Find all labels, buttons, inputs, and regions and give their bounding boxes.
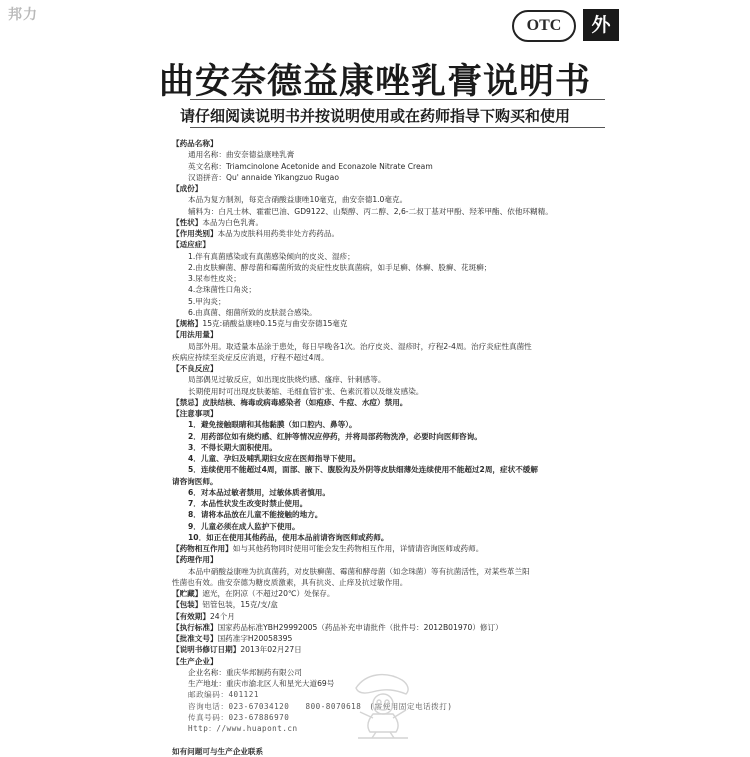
approval-heading: 【批准文号】 — [172, 634, 218, 643]
standard-text: 国家药品标准YBH29992005（药品补充申请批件（批件号：2012B01970）修订） — [217, 622, 503, 632]
package-row — [172, 599, 592, 610]
precaution-item: 5．连续使用不能超过4周，面部、腋下、腹股沟及外阴等皮肤细薄处连续使用不能超过2周，症状不缓解 — [188, 465, 538, 475]
manufacturer-phone: 咨询电话：023-67034120 800-8070618 (需使用固定电话拨打) — [188, 701, 453, 711]
pharmacology-heading: 【药理作用】 — [172, 555, 218, 565]
package-heading: 【包装】 — [172, 600, 203, 610]
manufacturer-website: Http：//www.huapont.cn — [188, 724, 298, 733]
approval-row — [172, 633, 592, 644]
usage-heading: 【用法用量】 — [172, 330, 218, 340]
indication-item: 3.尿布性皮炎； — [188, 274, 241, 283]
package-text: 铝管包装，15克/支/盒 — [202, 600, 278, 610]
properties-heading: 【性状】 — [172, 217, 203, 227]
manufacturer-postcode: 邮政编码：401121 — [188, 690, 259, 700]
ingredients-heading: 【成份】 — [172, 184, 203, 193]
contraindications-text: 皮肤结核、梅毒或病毒感染者（如疱疹、牛痘、水痘）禁用。 — [202, 397, 408, 407]
adverse-line: 长期使用时可出现皮肤萎缩、毛细血管扩张、色素沉着以及继发感染。 — [188, 386, 424, 396]
usage-line: 局部外用。取适量本品涂于患处，每日早晚各1次。治疗皮炎、湿疹时，疗程2-4周。治疗炎症性真菌性 — [188, 341, 532, 351]
approval-text: 国药准字H20058395 — [217, 634, 293, 643]
footer-contact-note: 如有问题可与生产企业联系 — [172, 746, 264, 756]
indication-item: 6.由真菌、细菌所致的皮肤混合感染。 — [188, 307, 317, 317]
contraindications-row — [172, 397, 592, 408]
revision-row — [172, 644, 592, 655]
leaflet-content — [172, 138, 592, 757]
revision-text: 2013年02月27日 — [240, 645, 302, 655]
title-rule-top — [190, 99, 605, 100]
brand-logo: 邦力 — [8, 7, 38, 23]
interactions-row — [172, 543, 592, 554]
category-text: 本品为皮肤科用药类非处方药药品。 — [217, 229, 340, 238]
storage-row — [172, 588, 592, 599]
category-heading: 【作用类别】 — [172, 229, 218, 238]
otc-badge: OTC — [512, 10, 576, 42]
precaution-item: 3．不得长期大面积使用。 — [188, 442, 277, 452]
indication-item: 4.念珠菌性口角炎； — [188, 285, 256, 295]
standard-row — [172, 622, 592, 633]
title-rule-bottom — [190, 127, 605, 128]
ingredients-line: 本品为复方制剂，每克含硝酸益康唑10毫克，曲安奈德1.0毫克。 — [188, 195, 408, 205]
precaution-item: 10．如正在使用其他药品，使用本品前请咨询医师或药师。 — [188, 532, 389, 542]
pharmacology-line: 性菌也有效。曲安奈德为糖皮质激素，具有抗炎、止痒及抗过敏作用。 — [172, 577, 408, 587]
interactions-text: 如与其他药物同时使用可能会发生药物相互作用，详情请咨询医师或药师。 — [232, 544, 484, 553]
adverse-line: 局部偶见过敏反应，如出现皮肤烧灼感、瘙痒、针刺感等。 — [188, 375, 386, 385]
external-use-badge: 外 — [583, 9, 619, 41]
indications-heading: 【适应症】 — [172, 240, 210, 250]
drug-name-heading: 【药品名称】 — [172, 139, 218, 148]
specification-heading: 【规格】 — [172, 319, 203, 328]
precaution-item: 2．用药部位如有烧灼感、红肿等情况应停药，并将局部药物洗净，必要时向医师咨询。 — [188, 431, 482, 441]
storage-heading: 【贮藏】 — [172, 589, 203, 598]
manufacturer-address: 生产地址：重庆市渝北区人和星光大道69号 — [188, 679, 335, 688]
page-subtitle: 请仔细阅读说明书并按说明使用或在药师指导下购买和使用 — [179, 107, 570, 125]
adverse-heading: 【不良反应】 — [172, 364, 218, 373]
properties-row — [172, 217, 592, 228]
manufacturer-fax: 传真号码：023-67886970 — [188, 712, 290, 722]
specification-text: 15克:硝酸益康唑0.15克与曲安奈德15毫克 — [202, 319, 348, 328]
revision-heading: 【说明书修订日期】 — [172, 645, 241, 655]
indication-item: 1.伴有真菌感染或有真菌感染倾向的皮炎、湿疹； — [188, 251, 355, 261]
properties-text: 本品为白色乳膏。 — [202, 217, 264, 227]
precaution-item: 请咨询医师。 — [172, 476, 218, 486]
validity-text: 24个月 — [209, 611, 235, 621]
interactions-heading: 【药物相互作用】 — [172, 544, 233, 553]
precaution-item: 6．对本品过敏者禁用，过敏体质者慎用。 — [188, 487, 330, 497]
manufacturer-heading: 【生产企业】 — [172, 656, 218, 666]
precaution-item: 8．请将本品放在儿童不能接触的地方。 — [188, 510, 323, 520]
generic-name: 通用名称：曲安奈德益康唑乳膏 — [188, 150, 295, 160]
manufacturer-name: 企业名称：重庆华邦制药有限公司 — [188, 667, 302, 677]
indication-item: 5.甲沟炎； — [188, 296, 226, 306]
precaution-item: 9．儿童必须在成人监护下使用。 — [188, 521, 300, 531]
validity-heading: 【有效期】 — [172, 611, 210, 621]
standard-heading: 【执行标准】 — [172, 622, 218, 632]
precaution-item: 1．避免接触眼睛和其他黏膜（如口腔内、鼻等）。 — [188, 420, 357, 430]
pharmacology-line: 本品中硝酸益康唑为抗真菌药，对皮肤癣菌、霉菌和酵母菌（如念珠菌）等有抗菌活性，对某些革兰阳 — [188, 566, 530, 576]
english-name: 英文名称：Triamcinolone Acetonide and Econazole Nitrate Cream — [188, 161, 433, 171]
validity-row — [172, 611, 592, 622]
page-title: 曲安奈德益康唑乳膏说明书 — [158, 62, 591, 102]
excipients-line: 辅料为：白凡士林、霍霍巴油、GD9122、山梨醇、丙二醇、2,6-二叔丁基对甲酚、羟苯甲酯、依他环糊精。 — [188, 206, 553, 216]
storage-text: 遮光，在阴凉（不超过20℃）处保存。 — [202, 589, 335, 598]
contraindications-heading: 【禁忌】 — [172, 397, 203, 407]
pinyin-name: 汉语拼音：Qu' annaide Yikangzuo Rugao — [188, 172, 339, 182]
watermark-mascot-icon — [346, 668, 420, 742]
category-row — [172, 228, 592, 239]
usage-line: 疾病应持续至炎症反应消退，疗程不超过4周。 — [172, 352, 329, 362]
precaution-item: 4．儿童、孕妇及哺乳期妇女应在医师指导下使用。 — [188, 454, 361, 463]
precaution-item: 7．本品性状发生改变时禁止使用。 — [188, 499, 308, 508]
specification-row — [172, 318, 592, 329]
precautions-heading: 【注意事项】 — [172, 409, 218, 418]
indication-item: 2.由皮肤癣菌、酵母菌和霉菌所致的炎症性皮肤真菌病，如手足癣、体癣、股癣、花斑癣； — [188, 262, 492, 272]
